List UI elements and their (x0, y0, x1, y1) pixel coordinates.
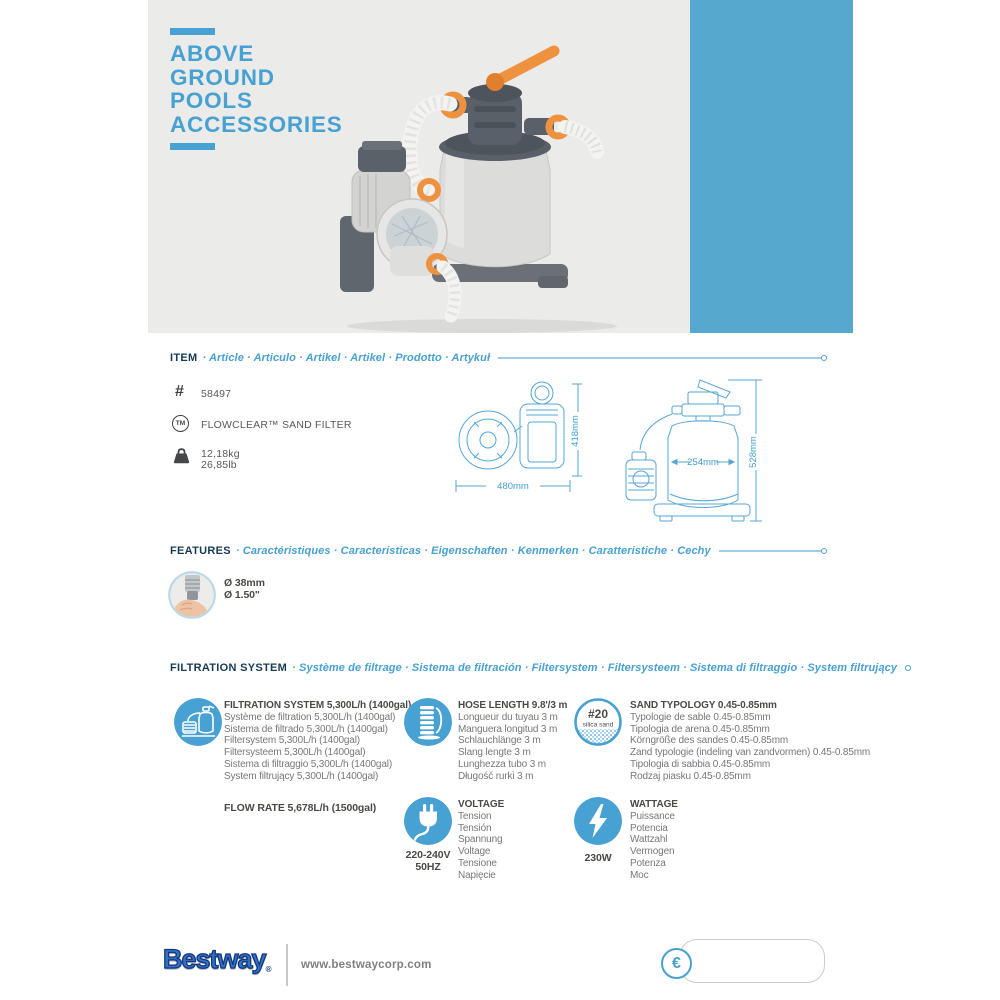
title-accent-bar-top (170, 28, 215, 35)
page-title-line-1: ABOVE (170, 41, 255, 66)
technical-drawings (450, 376, 790, 536)
spec-sand-line: Körngröße des sandes 0.45-0.85mm (630, 735, 789, 747)
spec-sand-heading: SAND TYPOLOGY 0.45-0.85mm (630, 700, 777, 711)
voltage-value-2: 50HZ (415, 861, 441, 873)
spec-filtration-line: Sistema di filtraggio 5,300L/h (1400gal) (224, 758, 392, 770)
spec-wattage-heading: WATTAGE (630, 799, 678, 810)
dimension-width-label: 480mm (497, 481, 529, 492)
spec-sand-line: Tipologia de arena 0.45-0.85mm (630, 723, 770, 735)
page-title-line-3: POOLS (170, 88, 253, 113)
title-accent-bar-bottom (170, 143, 215, 150)
item-section-header (170, 352, 827, 364)
spec-filtration-heading: FILTRATION SYSTEM 5,300L/h (1400gal) (224, 700, 412, 711)
spec-wattage-line: Vermogen (630, 846, 675, 858)
weight-kg: 12,18kg (201, 448, 240, 460)
spec-sand-line: Tipologia di sabbia 0.45-0.85mm (630, 758, 771, 770)
hose-length-icon (404, 698, 452, 746)
spec-sand-typology (630, 700, 870, 783)
dimension-height-label: 528mm (748, 436, 759, 468)
item-sku: 58497 (201, 388, 232, 400)
spec-filtration-line: Filtersysteem 5,300L/h (1400gal) (224, 747, 366, 759)
hero-blue-panel (690, 0, 853, 333)
page-title-line-2: GROUND (170, 64, 275, 90)
dimension-diameter-label: 254mm (687, 457, 719, 468)
wattage-value: 230W (584, 852, 612, 864)
spec-voltage-line: Voltage (458, 846, 491, 858)
voltage-value-1: 220-240V (405, 849, 451, 861)
item-section-translations: · Article · Articulo · Artikel · Artikel · Prodotto · Artykuł (202, 352, 491, 364)
spec-hose-line: Manguera longitud 3 m (458, 723, 558, 735)
spec-wattage-line: Potencia (630, 822, 668, 834)
hero-title-block (170, 28, 343, 150)
price-field[interactable] (679, 939, 825, 983)
filtration-section-header (170, 662, 898, 674)
spec-hose-line: Schlauchlänge 3 m (458, 735, 541, 747)
website-link[interactable]: www.bestwaycorp.com (301, 959, 432, 971)
spec-voltage-line: Napięcie (458, 869, 496, 881)
spec-hose-line: Slang lengte 3 m (458, 747, 531, 759)
feature-diameter-in: Ø 1.50" (224, 589, 260, 601)
spec-voltage-line: Tensión (458, 822, 492, 834)
features-section-translations: · Caractéristiques · Caracteristicas · Eigenschaften · Kenmerken · Caratteristiche · Cechy (235, 545, 711, 557)
spec-voltage-line: Tension (458, 810, 492, 822)
spec-flow-rate-heading: FLOW RATE 5,678L/h (1500gal) (224, 802, 377, 814)
spec-filtration-line: Filtersystem 5,300L/h (1400gal) (224, 735, 360, 747)
spec-wattage (630, 799, 678, 882)
spec-sand-line: Rodzaj piasku 0.45-0.85mm (630, 770, 751, 782)
product-photo-sand-filter (332, 38, 664, 335)
features-section-rule (719, 550, 821, 552)
sand-badge-bottom: silica sand (582, 721, 614, 729)
spec-hose-line: Longueur du tuyau 3 m (458, 711, 558, 723)
item-number-icon: # (175, 383, 184, 400)
spec-sand-line: Typologie de sable 0.45-0.85mm (630, 711, 771, 723)
spec-hose-line: Długość rurki 3 m (458, 770, 534, 782)
spec-wattage-line: Puissance (630, 810, 675, 822)
filtration-section-translations: · Système de filtrage · Sistema de filtración · Filtersystem · Filtersysteem · Sistema di filtraggio · System filtrujący (292, 662, 898, 674)
spec-filtration-line: Sistema de filtrado 5,300L/h (1400gal) (224, 723, 388, 735)
voltage-plug-icon (404, 797, 452, 845)
bestway-logo (163, 944, 271, 975)
filtration-section-rule-endpoint (905, 665, 911, 671)
spec-filtration-line: Système de filtration 5,300L/h (1400gal) (224, 711, 396, 723)
bestway-logo-text: Bestway (163, 944, 266, 974)
filtration-system-icon (174, 698, 222, 746)
features-section-label: FEATURES (170, 545, 231, 557)
spec-filtration-system (224, 700, 411, 783)
spec-wattage-line: Potenza (630, 857, 666, 869)
spec-voltage-line: Tensione (458, 857, 497, 869)
page-title-line-4: ACCESSORIES (170, 111, 343, 137)
filtration-section-label: FILTRATION SYSTEM (170, 662, 288, 674)
item-section-label: ITEM (170, 352, 198, 364)
weight-lb: 26,85lb (201, 459, 237, 471)
item-section-rule (498, 357, 821, 359)
spec-voltage-heading: VOLTAGE (458, 799, 505, 810)
dimension-depth-label: 418mm (570, 415, 581, 447)
spec-voltage-line: Spannung (458, 834, 503, 846)
spec-hose-line: Lunghezza tubo 3 m (458, 758, 546, 770)
features-section-rule-endpoint (821, 548, 827, 554)
product-name: FLOWCLEAR™ SAND FILTER (201, 419, 352, 431)
weight-icon (172, 447, 191, 465)
spec-voltage (458, 799, 504, 882)
sand-badge-top: #20 (587, 707, 609, 721)
features-section-header (170, 545, 827, 557)
feature-diameter-mm: Ø 38mm (224, 577, 265, 589)
spec-hose-heading: HOSE LENGTH 9.8'/3 m (458, 700, 568, 711)
wattage-lightning-icon (574, 797, 622, 845)
trademark-icon: TM (172, 415, 189, 432)
spec-hose-length (458, 700, 567, 783)
footer-divider (286, 944, 288, 986)
spec-sand-line: Zand typologie (indeling van zandvormen) 0.45-0.85mm (630, 747, 871, 759)
item-section-rule-endpoint (821, 355, 827, 361)
spec-wattage-line: Wattzahl (630, 834, 668, 846)
spec-filtration-line: System filtrujący 5,300L/h (1400gal) (224, 770, 379, 782)
spec-wattage-line: Moc (630, 869, 649, 881)
silica-sand-badge-icon (574, 698, 622, 746)
bestway-logo-registered-mark: ® (265, 965, 272, 975)
euro-currency-icon: € (661, 948, 692, 979)
hose-connection-photo-icon (168, 571, 216, 619)
